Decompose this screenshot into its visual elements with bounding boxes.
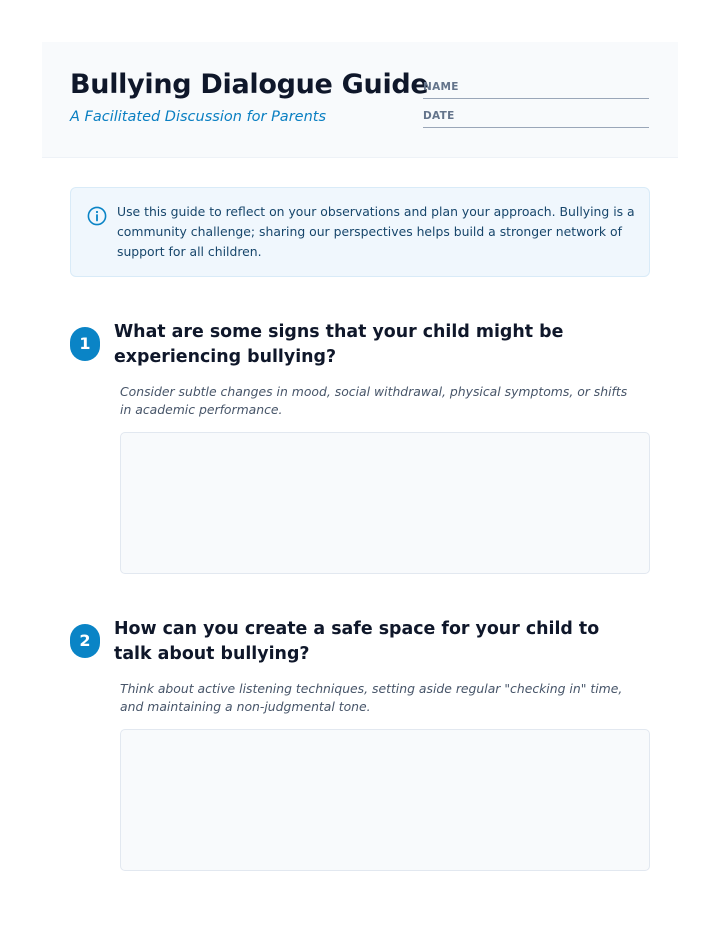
question-number-badge: 2 <box>70 624 100 658</box>
info-text: Use this guide to reflect on your observations and plan your approach. Bullying is a community challenge; sharing our perspectives helps build a stronger network of support for all children. <box>117 204 635 259</box>
page-subtitle: A Facilitated Discussion for Parents <box>70 109 327 125</box>
question-number-badge: 1 <box>70 327 100 361</box>
name-field[interactable] <box>423 81 649 99</box>
worksheet-header <box>42 42 678 158</box>
answer-box[interactable] <box>120 432 650 574</box>
question-title: How can you create a safe space for your child to talk about bullying? <box>114 619 600 664</box>
question-hint: Think about active listening techniques, setting aside regular "checking in" time, and maintaining a non-judgmental tone. <box>120 681 623 714</box>
question-title: What are some signs that your child might be experiencing bullying? <box>114 322 564 367</box>
info-icon <box>87 206 107 226</box>
info-callout <box>70 187 650 277</box>
name-label: NAME <box>423 81 459 93</box>
question-hint: Consider subtle changes in mood, social withdrawal, physical symptoms, or shifts in academic performance. <box>120 384 628 417</box>
page-title: Bullying Dialogue Guide <box>70 69 429 100</box>
date-label: DATE <box>423 110 455 122</box>
date-field[interactable] <box>423 110 649 128</box>
answer-box[interactable] <box>120 729 650 871</box>
